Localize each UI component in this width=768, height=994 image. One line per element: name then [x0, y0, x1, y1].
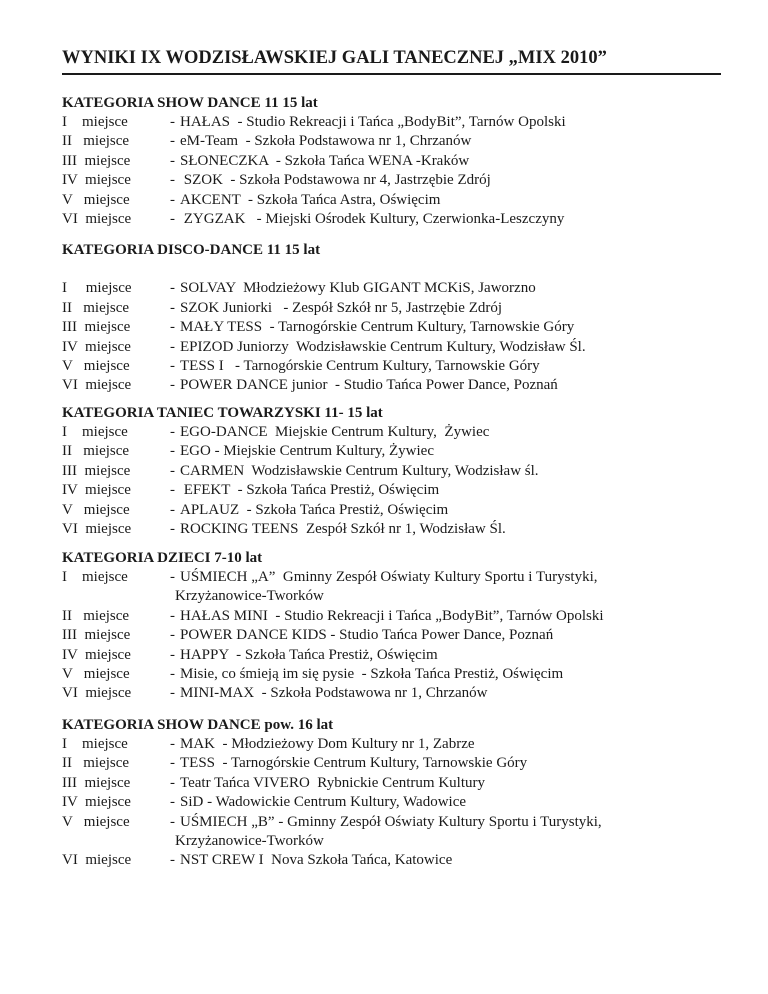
- result-row: [62, 481, 742, 500]
- place-label: V miejsce: [62, 191, 130, 208]
- place-label: IV miejsce: [62, 338, 131, 355]
- place-label: V miejsce: [62, 357, 130, 374]
- separator-dash: -: [170, 462, 175, 479]
- page-title: WYNIKI IX WODZISŁAWSKIEJ GALI TANECZNEJ „MIX 2010”: [62, 48, 607, 68]
- place-label: IV miejsce: [62, 646, 131, 663]
- category-heading: KATEGORIA SHOW DANCE pow. 16 lat: [62, 717, 334, 733]
- entry-text: SOLVAY Młodzieżowy Klub GIGANT MCKiS, Jaworzno: [180, 280, 536, 297]
- separator-dash: -: [170, 794, 175, 811]
- result-row: [62, 646, 742, 665]
- entry-text: EGO - Miejskie Centrum Kultury, Żywiec: [180, 443, 434, 460]
- result-row: [62, 501, 742, 520]
- place-label: I miejsce: [62, 114, 128, 130]
- result-row: [62, 279, 742, 298]
- separator-dash: -: [170, 114, 175, 130]
- entry-text: Teatr Tańca VIVERO Rybnickie Centrum Kultury: [180, 774, 486, 791]
- result-row: [62, 813, 742, 832]
- entry-text: ZYGZAK - Miejski Ośrodek Kultury, Czerwionka-Leszczyny: [180, 210, 565, 227]
- separator-dash: -: [170, 520, 175, 537]
- separator-dash: -: [170, 172, 175, 189]
- result-row: [62, 462, 742, 481]
- entry-continuation: Krzyżanowice-Tworków: [175, 832, 324, 849]
- entry-text: HAŁAS - Studio Rekreacji i Tańca „BodyBit”, Tarnów Opolski: [180, 114, 566, 130]
- result-row: [62, 423, 742, 442]
- results-section: [62, 403, 742, 539]
- separator-dash: -: [170, 607, 175, 624]
- separator-dash: -: [170, 299, 175, 316]
- place-label: III miejsce: [62, 462, 131, 479]
- result-row: [62, 735, 742, 754]
- result-row: [62, 851, 742, 870]
- category-heading: KATEGORIA DZIECI 7-10 lat: [62, 550, 263, 566]
- entry-text: SZOK - Szkoła Podstawowa nr 4, Jastrzębie Zdrój: [180, 172, 491, 189]
- place-label: II miejsce: [62, 607, 130, 624]
- entry-text: HAŁAS MINI - Studio Rekreacji i Tańca „BodyBit”, Tarnów Opolski: [180, 607, 604, 624]
- separator-dash: -: [170, 665, 175, 682]
- separator-dash: -: [170, 569, 175, 585]
- place-label: III miejsce: [62, 152, 131, 169]
- separator-dash: -: [170, 852, 175, 869]
- result-row: [62, 684, 742, 703]
- result-row: [62, 152, 742, 171]
- result-row: [62, 607, 742, 626]
- entry-text: SZOK Juniorki - Zespół Szkół nr 5, Jastrzębie Zdrój: [180, 299, 503, 316]
- result-row: [62, 171, 742, 190]
- place-label: VI miejsce: [62, 520, 132, 537]
- separator-dash: -: [170, 646, 175, 663]
- result-row: [62, 665, 742, 684]
- place-label: I miejsce: [62, 424, 128, 440]
- entry-text: ROCKING TEENS Zespół Szkół nr 1, Wodzisław Śl.: [180, 520, 506, 537]
- place-label: V miejsce: [62, 665, 130, 682]
- spacer: [62, 260, 742, 279]
- entry-text: POWER DANCE junior - Studio Tańca Power Dance, Poznań: [180, 377, 558, 394]
- separator-dash: -: [170, 443, 175, 460]
- place-label: II miejsce: [62, 133, 130, 150]
- result-row: [62, 357, 742, 376]
- separator-dash: -: [170, 755, 175, 772]
- entry-text: POWER DANCE KIDS - Studio Tańca Power Dance, Poznań: [180, 627, 554, 644]
- place-label: I miejsce: [62, 736, 128, 752]
- category-heading: KATEGORIA SHOW DANCE 11 15 lat: [62, 95, 318, 111]
- place-label: II miejsce: [62, 755, 130, 772]
- result-row: [62, 376, 742, 395]
- entry-text: EPIZOD Juniorzy Wodzisławskie Centrum Kultury, Wodzisław Śl.: [180, 338, 586, 355]
- category-heading: KATEGORIA TANIEC TOWARZYSKI 11- 15 lat: [62, 405, 383, 421]
- separator-dash: -: [170, 501, 175, 518]
- entry-text: MAŁY TESS - Tarnogórskie Centrum Kultury, Tarnowskie Góry: [180, 319, 575, 336]
- place-label: VI miejsce: [62, 377, 132, 394]
- place-label: I miejsce: [62, 569, 128, 585]
- result-row: [62, 520, 742, 539]
- place-label: III miejsce: [62, 774, 131, 791]
- place-label: V miejsce: [62, 501, 130, 518]
- separator-dash: -: [170, 133, 175, 150]
- entry-text: NST CREW I Nova Szkoła Tańca, Katowice: [180, 852, 453, 869]
- entry-text: APLAUZ - Szkoła Tańca Prestiż, Oświęcim: [180, 501, 449, 518]
- result-row: [62, 626, 742, 645]
- result-row: [62, 793, 742, 812]
- entry-text: AKCENT - Szkoła Tańca Astra, Oświęcim: [180, 191, 441, 208]
- separator-dash: -: [170, 627, 175, 644]
- place-label: VI miejsce: [62, 210, 132, 227]
- separator-dash: -: [170, 210, 175, 227]
- place-label: IV miejsce: [62, 794, 131, 811]
- entry-text: EFEKT - Szkoła Tańca Prestiż, Oświęcim: [180, 482, 440, 499]
- separator-dash: -: [170, 774, 175, 791]
- place-label: III miejsce: [62, 319, 131, 336]
- result-row: [62, 754, 742, 773]
- result-row: [62, 318, 742, 337]
- result-row: [62, 191, 742, 210]
- place-label: IV miejsce: [62, 482, 131, 499]
- entry-text: MINI-MAX - Szkoła Podstawowa nr 1, Chrzanów: [180, 685, 488, 702]
- result-row: [62, 113, 742, 132]
- entry-continuation: Krzyżanowice-Tworków: [175, 588, 324, 605]
- entry-text: HAPPY - Szkoła Tańca Prestiż, Oświęcim: [180, 646, 438, 663]
- separator-dash: -: [170, 813, 175, 830]
- result-row: [62, 338, 742, 357]
- entry-text: EGO-DANCE Miejskie Centrum Kultury, Żywiec: [180, 424, 490, 440]
- separator-dash: -: [170, 736, 175, 752]
- place-label: V miejsce: [62, 813, 130, 830]
- entry-text: TESS I - Tarnogórskie Centrum Kultury, Tarnowskie Góry: [180, 357, 540, 374]
- place-label: III miejsce: [62, 627, 131, 644]
- separator-dash: -: [170, 357, 175, 374]
- entry-text: UŚMIECH „B” - Gminny Zespół Oświaty Kultury Sportu i Turystyki,: [180, 813, 602, 830]
- results-section: [62, 715, 742, 871]
- separator-dash: -: [170, 191, 175, 208]
- separator-dash: -: [170, 152, 175, 169]
- entry-text: eM-Team - Szkoła Podstawowa nr 1, Chrzanów: [180, 133, 472, 150]
- entry-text: CARMEN Wodzisławskie Centrum Kultury, Wodzisław śl.: [180, 462, 539, 479]
- result-row: [62, 774, 742, 793]
- separator-dash: -: [170, 280, 175, 297]
- separator-dash: -: [170, 377, 175, 394]
- separator-dash: -: [170, 319, 175, 336]
- separator-dash: -: [170, 482, 175, 499]
- results-section: [62, 240, 742, 396]
- separator-dash: -: [170, 338, 175, 355]
- place-label: VI miejsce: [62, 852, 132, 869]
- results-section: [62, 93, 742, 229]
- category-heading: KATEGORIA DISCO-DANCE 11 15 lat: [62, 242, 321, 258]
- separator-dash: -: [170, 424, 175, 440]
- entry-text: MAK - Młodzieżowy Dom Kultury nr 1, Zabrze: [180, 736, 475, 752]
- entry-text: SiD - Wadowickie Centrum Kultury, Wadowice: [180, 794, 467, 811]
- place-label: VI miejsce: [62, 685, 132, 702]
- result-row: [62, 132, 742, 151]
- place-label: I miejsce: [62, 280, 132, 297]
- entry-text: UŚMIECH „A” Gminny Zespół Oświaty Kultury Sportu i Turystyki,: [180, 569, 598, 585]
- separator-dash: -: [170, 685, 175, 702]
- place-label: II miejsce: [62, 443, 130, 460]
- place-label: II miejsce: [62, 299, 130, 316]
- entry-text: SŁONECZKA - Szkoła Tańca WENA -Kraków: [180, 152, 470, 169]
- result-row: [62, 568, 742, 587]
- place-label: IV miejsce: [62, 172, 131, 189]
- result-row: [62, 210, 742, 229]
- results-section: [62, 548, 742, 704]
- title-underline: [62, 73, 721, 75]
- result-row: [62, 442, 742, 461]
- result-row: [62, 299, 742, 318]
- entry-text: TESS - Tarnogórskie Centrum Kultury, Tarnowskie Góry: [180, 755, 528, 772]
- entry-text: Misie, co śmieją im się pysie - Szkoła Tańca Prestiż, Oświęcim: [180, 665, 564, 682]
